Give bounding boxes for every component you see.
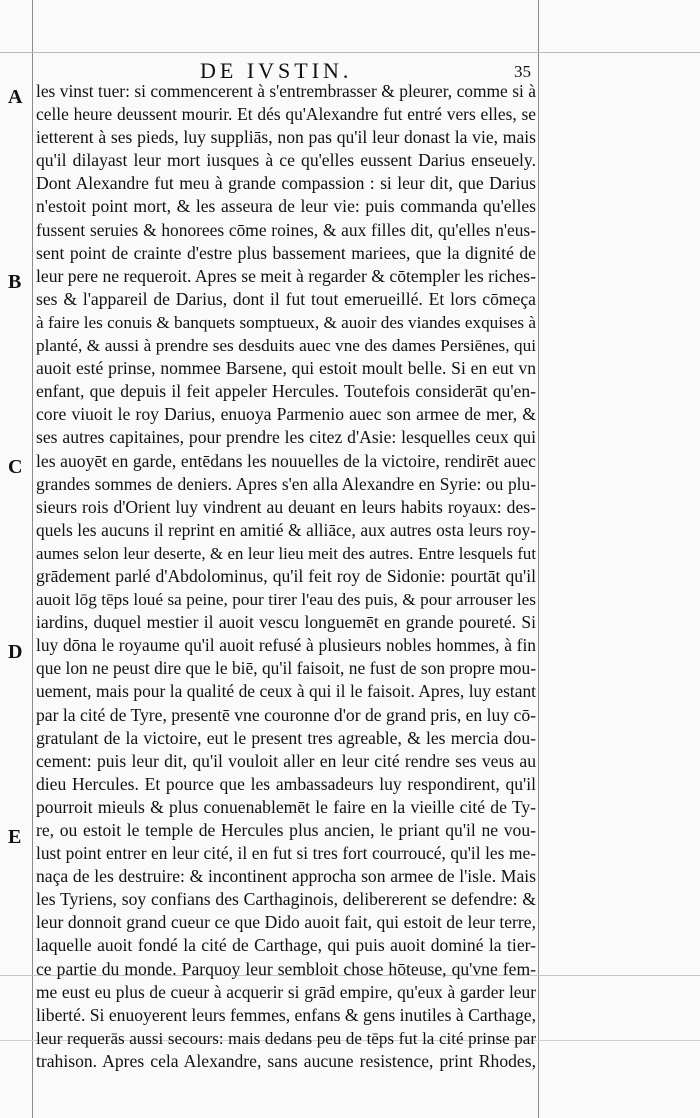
text-line: Dont Alexandre fut meu à grande compassion : si leur dit, que Darius — [36, 173, 536, 194]
text-line: pourroit mieuls & plus conuenablemēt le faire en la vieille cité de Ty- — [36, 796, 536, 817]
text-line: ses autres capitaines, pour prendre les citez d'Asie: lesquelles ceux qui — [36, 427, 536, 448]
text-line: gratulant de la victoire, eut le present tres agreable, & les mercia dou- — [36, 727, 536, 748]
text-line: dieu Hercules. Et pource que les ambassadeurs luy respondirent, qu'il — [36, 773, 536, 794]
text-line: re, ou estoit le temple de Hercules plus ancien, le priant qu'il ne vou- — [36, 820, 536, 840]
text-line: celle heure deussent mourir. Et dés qu'Alexandre fut entré vers elles, se — [36, 104, 536, 125]
page-number: 35 — [514, 62, 531, 81]
top-rule — [0, 52, 700, 53]
text-line: que lon ne peust dire que le biē, qu'il faisoit, ne fust de son propre mou- — [36, 658, 536, 679]
text-line: naça de les destruire: & incontinent approcha son armee de l'isle. Mais — [36, 866, 536, 887]
margin-letter-e: E — [8, 826, 22, 848]
text-line: ce partie du monde. Parquoy leur sembloit chose hōteuse, qu'vne fem- — [36, 958, 536, 979]
text-line: grandes sommes de deniers. Apres s'en alla Alexandre en Syrie: ou plu- — [36, 473, 536, 494]
text-line: iardins, duquel mestier il auoit vescu longuemēt en grande poureté. Si — [36, 612, 536, 633]
margin-letter-c: C — [8, 456, 23, 478]
text-line: fussent seruies & honorees cōme roines, & aux filles dit, qu'elles n'eus- — [36, 219, 536, 240]
text-line: laquelle auoit fondé la cité de Carthage, qui puis auoit dominé la tier- — [36, 935, 536, 956]
left-margin-rule — [32, 0, 33, 1118]
text-line: cement: puis leur dit, qu'il vouloit aller en leur cité rendre ses veus au — [36, 750, 536, 771]
text-line: lust point entrer en leur cité, il en fut si tres fort courroucé, qu'il les me- — [36, 843, 536, 864]
text-line: ses & l'appareil de Darius, dont il fut tout emerueillé. Et lors cōmeça — [36, 288, 536, 309]
text-line: trahison. Apres cela Alexandre, sans aucune resistence, print Rhodes, — [36, 1050, 536, 1071]
text-line: à faire les conuis & banquets somptueux, & auoir des viandes exquises à — [36, 312, 536, 332]
margin-letter-b: B — [8, 271, 22, 293]
text-line: auoit esté prinse, nommee Barsene, qui estoit moult belle. Si en eut vn — [36, 358, 536, 379]
margin-letter-a: A — [8, 86, 23, 108]
text-line: core viuoit le roy Darius, enuoya Parmenio auec son armee de mer, & — [36, 404, 536, 425]
text-line: sieurs rois d'Orient luy vindrent au deuant en leurs habits royaux: des- — [36, 496, 536, 517]
text-line: aumes selon leur deserte, & en leur lieu meit des autres. Entre lesquels fut — [36, 543, 536, 563]
running-head: DE IVSTIN. — [200, 58, 353, 83]
text-line: leur pere ne requeroit. Apres se meit à regarder & cōtempler les riches- — [36, 265, 536, 286]
text-line: grādement parlé d'Abdolominus, qu'il feit roy de Sidonie: pourtāt qu'il — [36, 565, 536, 586]
text-line: ietterent à ses pieds, luy suppliās, non pas qu'il leur donast la vie, mais — [36, 127, 536, 148]
text-line: par la cité de Tyre, presentē vne couronne d'or de grand pris, en luy cō- — [36, 704, 536, 725]
text-line: les auoyēt en garde, entēdans les nouuelles de la victoire, rendirēt auec — [36, 450, 536, 471]
body-text — [36, 80, 536, 1073]
margin-letter-d: D — [8, 641, 23, 663]
text-line: enfant, que depuis il feit appeler Hercules. Toutefois considerāt qu'en- — [36, 381, 536, 402]
right-margin-rule — [538, 0, 539, 1118]
text-line: quels les aucuns il reprint en amitié & alliāce, aux autres osta leurs roy- — [36, 519, 536, 540]
text-line: planté, & aussi à prendre ses desduits auec vne des dames Persiēnes, qui — [36, 336, 536, 356]
text-line: me eust eu plus de cueur à acquerir si grād empire, qu'eux à garder leur — [36, 981, 536, 1002]
text-line: auoit lōg tēps loué sa peine, pour tirer l'eau des puis, & pour arrouser les — [36, 590, 536, 610]
text-line: sent point de crainte d'estre plus bassement mariees, que la dignité de — [36, 242, 536, 263]
text-line: liberté. Si enuoyerent leurs femmes, enfans & gens inutiles à Carthage, — [36, 1004, 536, 1025]
text-line: uement, mais pour la qualité de ceux à qui il le faisoit. Apres, luy estant — [36, 681, 536, 702]
text-line: les vinst tuer: si commencerent à s'entrembrasser & pleurer, comme si à — [36, 81, 536, 101]
text-line: n'estoit point mort, & les asseura de leur vie: puis commanda qu'elles — [36, 196, 536, 217]
text-line: les Tyriens, soy confians des Carthaginois, delibererent se defendre: & — [36, 889, 536, 910]
text-line: qu'il dilayast leur mort iusques à ce qu'elles eussent Darius enseuely. — [36, 150, 536, 171]
text-line: leur donnoit grand cueur ce que Dido auoit fait, qui estoit de leur terre, — [36, 912, 536, 933]
text-line: leur requerās aussi secours: mais dedans peu de tēps fut la cité prinse par — [36, 1028, 536, 1048]
text-line: luy dōna le royaume qu'il auoit refusé à plusieurs nobles hommes, à fin — [36, 635, 536, 656]
